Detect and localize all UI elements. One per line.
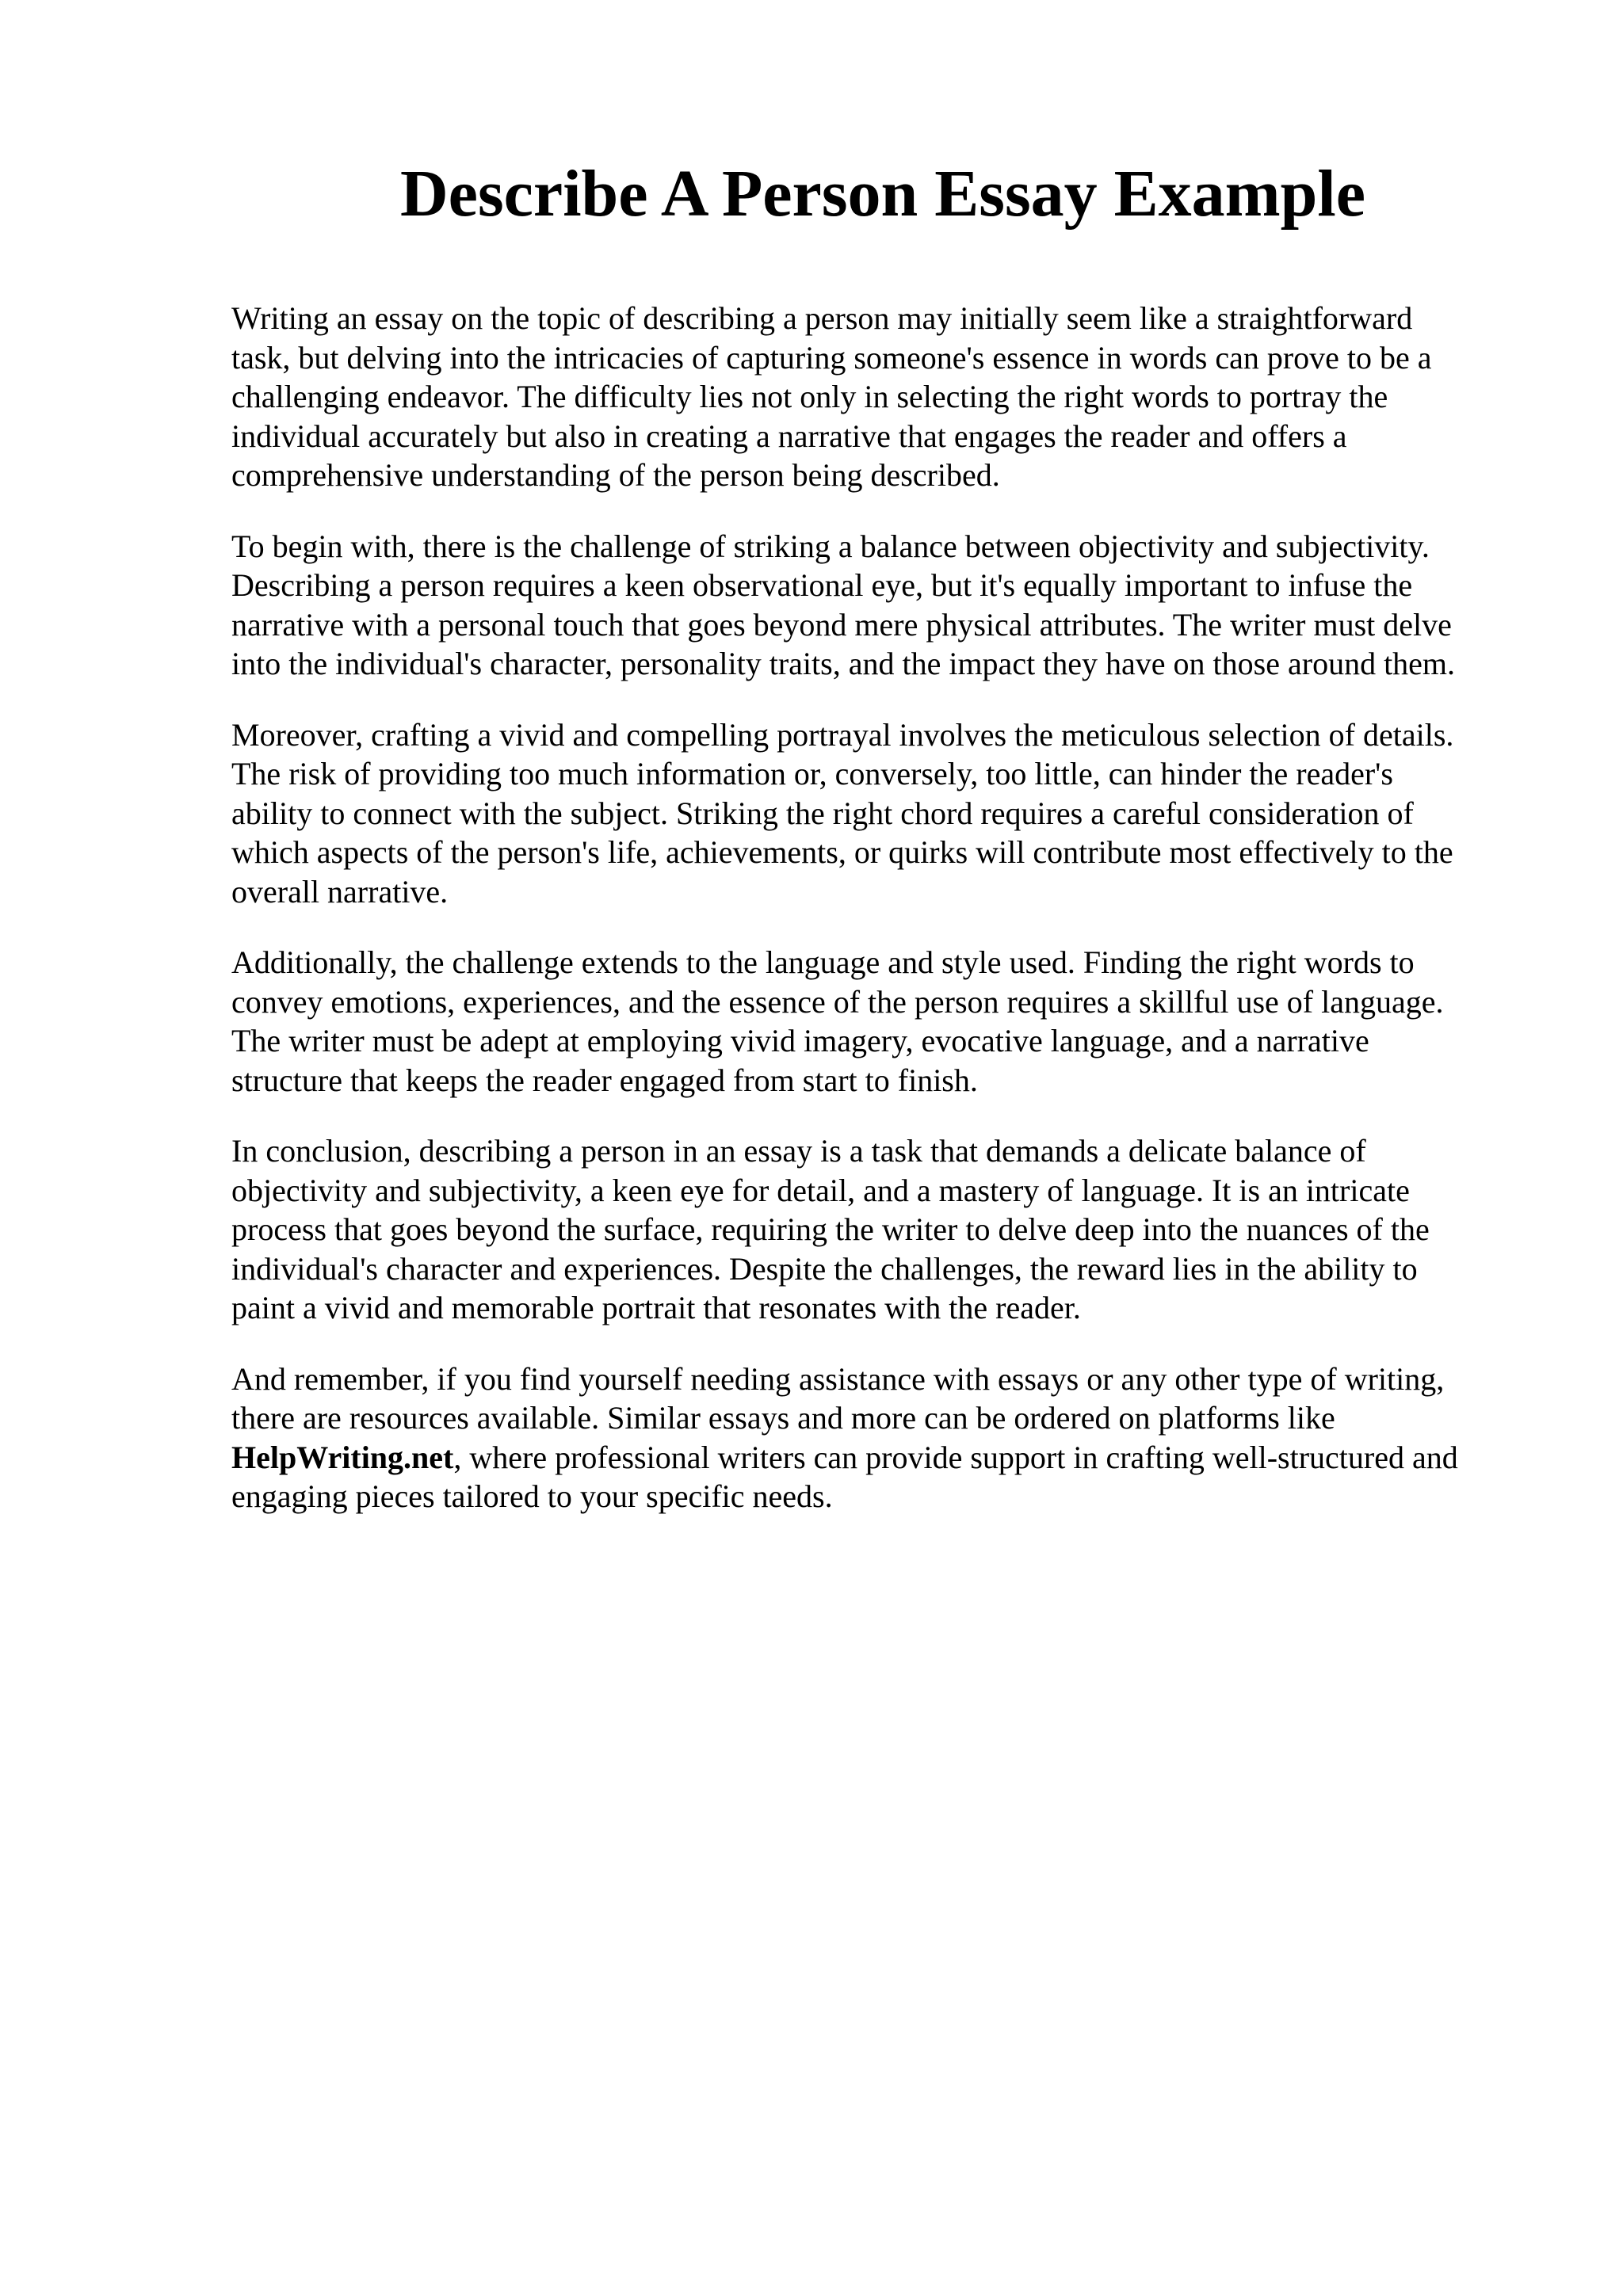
text-line: Writing an essay on the topic of describing a person may initially seem like a straightforward	[231, 300, 1413, 336]
text-line-with-brand	[231, 1438, 1515, 1478]
text-line: which aspects of the person's life, achievements, or quirks will contribute most effectively to the	[231, 834, 1453, 870]
text-fragment: , where professional writers can provide support in crafting well-structured and	[453, 1439, 1458, 1475]
text-line: convey emotions, experiences, and the essence of the person requires a skillful use of language.	[231, 983, 1444, 1020]
brand-link-helpwriting[interactable]: HelpWriting.net	[231, 1439, 454, 1475]
text-line: task, but delving into the intricacies of capturing someone's essence in words can prove to be a	[231, 339, 1432, 376]
text-line: ability to connect with the subject. Striking the right chord requires a careful consideration of	[231, 795, 1414, 831]
text-line: individual's character and experiences. Despite the challenges, the reward lies in the ability to	[231, 1250, 1418, 1287]
text-line: The writer must be adept at employing vivid imagery, evocative language, and a narrative	[231, 1023, 1369, 1058]
text-line: Describing a person requires a keen observational eye, but it's equally important to infuse the	[231, 567, 1413, 603]
text-line: engaging pieces tailored to your specific needs.	[231, 1478, 833, 1514]
document-title: Describe A Person Essay Example	[400, 157, 1365, 231]
text-line: into the individual's character, personality traits, and the impact they have on those around them.	[231, 646, 1456, 681]
text-line: there are resources available. Similar essays and more can be ordered on platforms like	[231, 1400, 1335, 1436]
text-line: individual accurately but also in creating a narrative that engages the reader and offers a	[231, 418, 1347, 454]
text-line: To begin with, there is the challenge of striking a balance between objectivity and subjectivity.	[231, 528, 1430, 564]
text-line: paint a vivid and memorable portrait that resonates with the reader.	[231, 1290, 1081, 1325]
text-line: process that goes beyond the surface, requiring the writer to delve deep into the nuances of the	[231, 1211, 1430, 1247]
paragraph-conclusion	[231, 1131, 1515, 1328]
text-line: comprehensive understanding of the person being described.	[231, 457, 1000, 493]
text-line: In conclusion, describing a person in an essay is a task that demands a delicate balance of	[231, 1133, 1366, 1169]
text-line: narrative with a personal touch that goes beyond mere physical attributes. The writer must delve	[231, 606, 1452, 643]
essay-body	[231, 299, 1515, 1548]
text-line: overall narrative.	[231, 873, 449, 910]
text-line: The risk of providing too much information or, conversely, too little, can hinder the reader's	[231, 756, 1393, 791]
paragraph-details	[231, 715, 1515, 912]
paragraph-objectivity	[231, 527, 1515, 684]
text-line: structure that keeps the reader engaged from start to finish.	[231, 1062, 978, 1098]
text-line: Additionally, the challenge extends to the language and style used. Finding the right words to	[231, 944, 1415, 980]
text-line: objectivity and subjectivity, a keen eye for detail, and a mastery of language. It is an intricate	[231, 1172, 1410, 1208]
paragraph-language	[231, 943, 1515, 1100]
paragraph-intro	[231, 299, 1515, 495]
paragraph-closing	[231, 1360, 1515, 1516]
text-line: Moreover, crafting a vivid and compelling portrayal involves the meticulous selection of details.	[231, 716, 1454, 753]
text-line: And remember, if you find yourself needing assistance with essays or any other type of writing,	[231, 1360, 1445, 1397]
text-line: challenging endeavor. The difficulty lies not only in selecting the right words to portray the	[231, 379, 1388, 414]
